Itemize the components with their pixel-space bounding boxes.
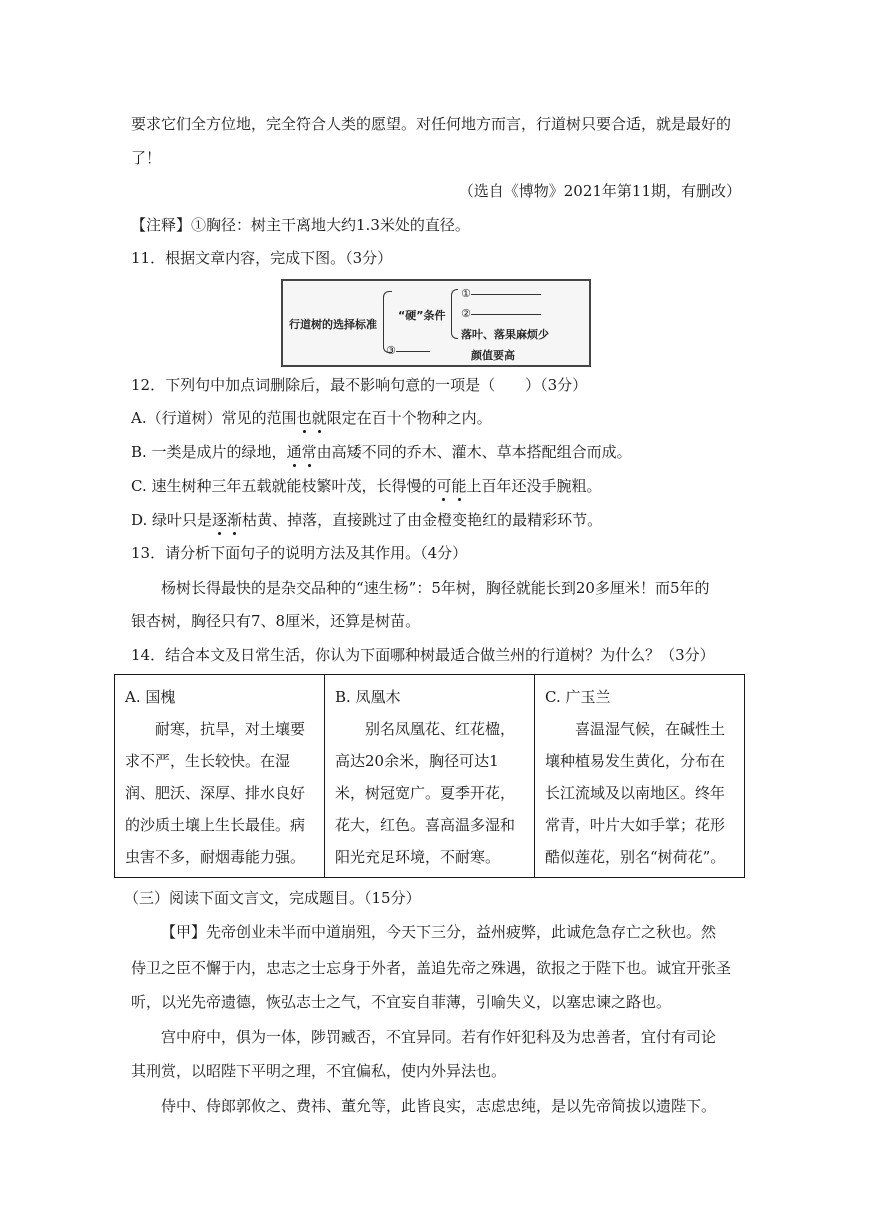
tree-option-desc: 耐寒，抗旱，对土壤要求不严，生长较快。在湿润、肥沃、深厚、排水良好的沙质土壤上生长最佳。病虫害不多，耐烟毒能力强。 [125,720,306,866]
tree-option-title: C. 广玉兰 [545,688,611,706]
tree-option-desc: 别名凤凰花、红花楹，高达20余米，胸径可达1米，树冠宽广。夏季开花，花大，红色。喜高温多湿和阳光充足环境，不耐寒。 [335,720,516,866]
q13-quote-line: 杨树长得最快的是杂交品种的“速生杨”：5年树，胸径就能长到20多厘米！而5年的 [161,579,710,597]
diagram-blank-3: ③ [386,344,430,357]
tree-option-a [115,675,325,878]
selection-criteria-diagram [281,279,591,367]
tree-option-title: B. 凤凰木 [335,688,401,706]
classical-text-line: 宫中府中，俱为一体，陟罚臧否，不宜异同。若有作奸犯科及为忠善者，宜付有司论 [161,1028,717,1046]
passage-line: 要求它们全方位地，完全符合人类的愿望。对任何地方而言，行道树只要合适，就是最好的 [131,115,732,133]
source-citation: （选自《博物》2021年第11期，有删改） [458,182,741,200]
diagram-hard-condition: “硬”条件 [398,309,446,322]
diagram-blank-2: ② [461,307,541,320]
classical-text-line: 其刑赏，以昭陛下平明之理，不宜偏私，使内外异法也。 [131,1062,507,1080]
q12-option-d: D. 绿叶只是逐渐枯黄、掉落，直接跳过了由金橙变艳红的最精彩环节。 [131,511,603,529]
q12-option-a: A.（行道树）常见的范围也就限定在百十个物种之内。 [131,409,492,427]
passage-line: 了！ [131,149,162,167]
question-13: 13．请分析下面句子的说明方法及其作用。（4分） [131,544,468,562]
tree-option-desc: 喜温湿气候，在碱性土壤种植易发生黄化，分布在长江流域及以南地区。终年常青，叶片大如手掌；花形酷似莲花，别名“树荷花”。 [545,720,726,866]
classical-text-line: 听，以光先帝遗德，恢弘志士之气，不宜妄自菲薄，引喻失义，以塞忠谏之路也。 [131,993,672,1011]
classical-text-line: 【甲】先帝创业未半而中道崩殂，今天下三分，益州疲弊，此诚危急存亡之秋也。然 [161,923,717,941]
emphasis-char: 可 [436,477,452,495]
emphasis-char: 通 [286,443,302,461]
diagram-brace-inner [451,289,458,339]
diagram-root-label: 行道树的选择标准 [289,318,377,331]
emphasis-char: 能 [451,477,467,495]
question-11: 11．根据文章内容，完成下图。（3分） [131,249,393,267]
tree-options-table [114,674,745,878]
emphasis-char: 逐 [212,511,228,529]
tree-option-c [535,675,745,878]
annotation-note: 【注释】①胸径：树主干离地大约1.3米处的直径。 [131,216,470,234]
question-12: 12．下列句中加点词删除后，最不影响句意的一项是（ ）（3分） [131,376,588,394]
emphasis-char: 渐 [227,511,243,529]
q12-option-b: B. 一类是成片的绿地，通常由高矮不同的乔木、灌木、草本搭配组合而成。 [131,443,632,461]
tree-option-title: A. 国槐 [125,688,176,706]
q12-option-c: C. 速生树种三年五载就能枝繁叶茂，长得慢的可能上百年还没手腕粗。 [131,477,602,495]
diagram-looks-condition: 颜值要高 [471,349,515,362]
emphasis-char: 就 [311,409,327,427]
question-14: 14．结合本文及日常生活，你认为下面哪种树最适合做兰州的行道树？为什么？（3分） [131,646,715,664]
emphasis-char: 也 [296,409,312,427]
section-3-heading: （三）阅读下面文言文，完成题目。（15分） [124,889,421,907]
diagram-leaf-condition: 落叶、落果麻烦少 [461,328,549,341]
emphasis-char: 常 [301,443,317,461]
tree-option-b [325,675,535,878]
classical-text-line: 侍中、侍郎郭攸之、费祎、董允等，此皆良实，志虑忠纯，是以先帝简拔以遗陛下。 [161,1097,717,1115]
classical-text-line: 侍卫之臣不懈于内，忠志之士忘身于外者，盖追先帝之殊遇，欲报之于陛下也。诚宜开张圣 [131,959,732,977]
q13-quote-line: 银杏树，胸径只有7、8厘米，还算是树苗。 [131,612,421,630]
diagram-blank-1: ① [461,287,541,300]
